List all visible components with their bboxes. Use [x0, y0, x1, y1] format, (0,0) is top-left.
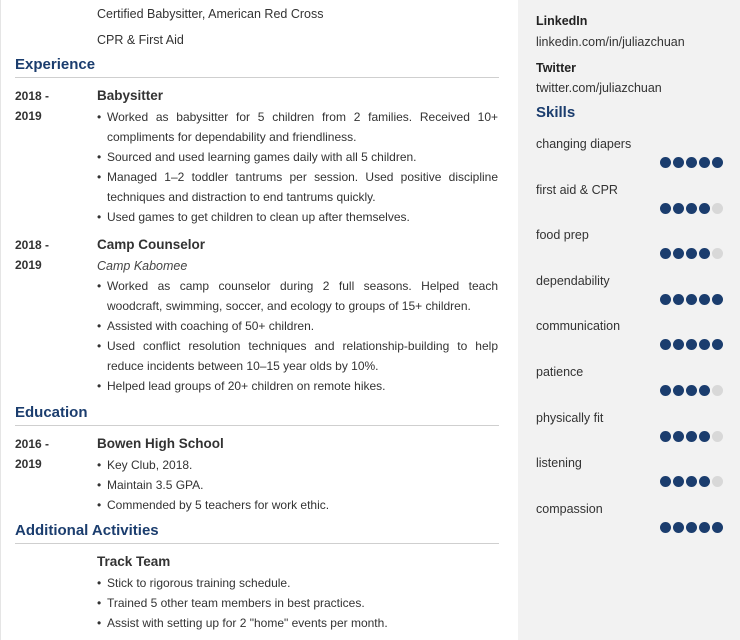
bullet-item: • Commended by 5 teachers for work ethic.	[97, 495, 498, 515]
skill-rating	[660, 248, 724, 260]
rating-dot-empty	[712, 248, 723, 259]
rating-dot-empty	[712, 203, 723, 214]
activity-name: Track Team	[97, 554, 171, 569]
linkedin-label: LinkedIn	[536, 14, 588, 28]
rating-dot-empty	[712, 476, 723, 487]
skill-name: communication	[536, 319, 621, 334]
rating-dot-filled	[673, 203, 684, 214]
bullet-item: • Stick to rigorous training schedule.	[97, 573, 498, 593]
certification-line: CPR & First Aid	[97, 33, 184, 47]
rating-dot-filled	[686, 294, 697, 305]
rating-dot-filled	[660, 385, 671, 396]
rating-dot-filled	[686, 476, 697, 487]
bullet-item: • Managed 1–2 toddler tantrums per session. Used positive discipline techniques and distraction to end tantrums quickly.	[97, 167, 498, 207]
rating-dot-filled	[686, 385, 697, 396]
skill-rating	[660, 339, 724, 351]
certification-line: Certified Babysitter, American Red Cross	[97, 7, 324, 21]
job-date-start: 2018 -	[15, 89, 50, 103]
rating-dot-filled	[660, 294, 671, 305]
rating-dot-filled	[699, 294, 710, 305]
school-name: Bowen High School	[97, 436, 224, 451]
skill-name: food prep	[536, 228, 589, 243]
sidebar	[518, 0, 740, 640]
skill-name: first aid & CPR	[536, 182, 618, 197]
rating-dot-filled	[686, 522, 697, 533]
skill-name: changing diapers	[536, 137, 632, 151]
skill-name: listening	[536, 456, 582, 471]
rating-dot-filled	[660, 248, 671, 259]
rating-dot-filled	[660, 476, 671, 487]
skill-name: compassion	[536, 501, 603, 516]
rating-dot-filled	[712, 157, 723, 168]
job-title: Camp Counselor	[97, 237, 206, 252]
skill-rating	[660, 157, 724, 169]
rating-dot-filled	[673, 476, 684, 487]
rating-dot-filled	[673, 385, 684, 396]
rating-dot-empty	[712, 385, 723, 396]
rating-dot-filled	[699, 385, 710, 396]
education-bullets	[97, 455, 498, 515]
rating-dot-filled	[660, 157, 671, 168]
activity-bullets	[97, 573, 498, 633]
rating-dot-filled	[699, 248, 710, 259]
rating-dot-filled	[660, 431, 671, 442]
section-title-education: Education	[15, 404, 499, 426]
rating-dot-filled	[660, 522, 671, 533]
bullet-item: • Assisted with coaching of 50+ children.	[97, 316, 498, 336]
job-date-end: 2019	[15, 258, 42, 272]
bullet-item: • Helped lead groups of 20+ children on remote hikes.	[97, 376, 498, 396]
rating-dot-filled	[673, 431, 684, 442]
twitter-link[interactable]: twitter.com/juliazchuan	[536, 81, 662, 95]
rating-dot-filled	[712, 522, 723, 533]
twitter-label: Twitter	[536, 61, 577, 75]
rating-dot-filled	[673, 522, 684, 533]
job-date-end: 2019	[15, 109, 42, 123]
job-title: Babysitter	[97, 88, 164, 103]
skill-name: patience	[536, 365, 584, 379]
rating-dot-filled	[699, 157, 710, 168]
job-date-start: 2018 -	[15, 238, 50, 252]
skill-rating	[660, 522, 724, 534]
bullet-item: • Worked as babysitter for 5 children from 2 families. Received 10+ compliments for dependability and friendliness.	[97, 107, 498, 147]
skill-name: physically fit	[536, 410, 604, 425]
rating-dot-filled	[699, 476, 710, 487]
page-edge	[0, 0, 1, 640]
skill-name: dependability	[536, 273, 610, 288]
job-organization: Camp Kabomee	[97, 259, 188, 273]
rating-dot-filled	[673, 339, 684, 350]
skill-rating	[660, 431, 724, 443]
rating-dot-filled	[673, 248, 684, 259]
rating-dot-filled	[712, 294, 723, 305]
rating-dot-filled	[660, 203, 671, 214]
skill-rating	[660, 476, 724, 488]
rating-dot-filled	[686, 248, 697, 259]
rating-dot-filled	[673, 294, 684, 305]
rating-dot-empty	[712, 431, 723, 442]
rating-dot-filled	[699, 522, 710, 533]
bullet-item: • Trained 5 other team members in best practices.	[97, 593, 498, 613]
rating-dot-filled	[686, 339, 697, 350]
job-bullets	[97, 276, 498, 396]
bullet-item: • Sourced and used learning games daily with all 5 children.	[97, 147, 498, 167]
rating-dot-filled	[712, 339, 723, 350]
skill-rating	[660, 385, 724, 397]
rating-dot-filled	[660, 339, 671, 350]
skill-rating	[660, 294, 724, 306]
rating-dot-filled	[699, 203, 710, 214]
linkedin-link[interactable]: linkedin.com/in/juliazchuan	[536, 35, 685, 49]
job-bullets	[97, 107, 498, 227]
section-title-activities: Additional Activities	[15, 522, 499, 544]
rating-dot-filled	[699, 431, 710, 442]
bullet-item: • Worked as camp counselor during 2 full seasons. Helped teach woodcraft, swimming, soccer, and ecology to groups of 15+ children.	[97, 276, 498, 316]
rating-dot-filled	[673, 157, 684, 168]
edu-date-end: 2019	[15, 457, 42, 471]
section-title-experience: Experience	[15, 56, 499, 78]
skill-rating	[660, 203, 724, 215]
skills-title: Skills	[536, 104, 576, 121]
rating-dot-filled	[686, 431, 697, 442]
bullet-item: • Key Club, 2018.	[97, 455, 498, 475]
edu-date-start: 2016 -	[15, 437, 50, 451]
bullet-item: • Used conflict resolution techniques and relationship-building to help reduce incidents between 10–15 year olds by 10%.	[97, 336, 498, 376]
rating-dot-filled	[686, 157, 697, 168]
bullet-item: • Maintain 3.5 GPA.	[97, 475, 498, 495]
rating-dot-filled	[686, 203, 697, 214]
main-column	[15, 0, 500, 640]
bullet-item: • Used games to get children to clean up after themselves.	[97, 207, 498, 227]
bullet-item: • Assist with setting up for 2 "home" events per month.	[97, 613, 498, 633]
rating-dot-filled	[699, 339, 710, 350]
